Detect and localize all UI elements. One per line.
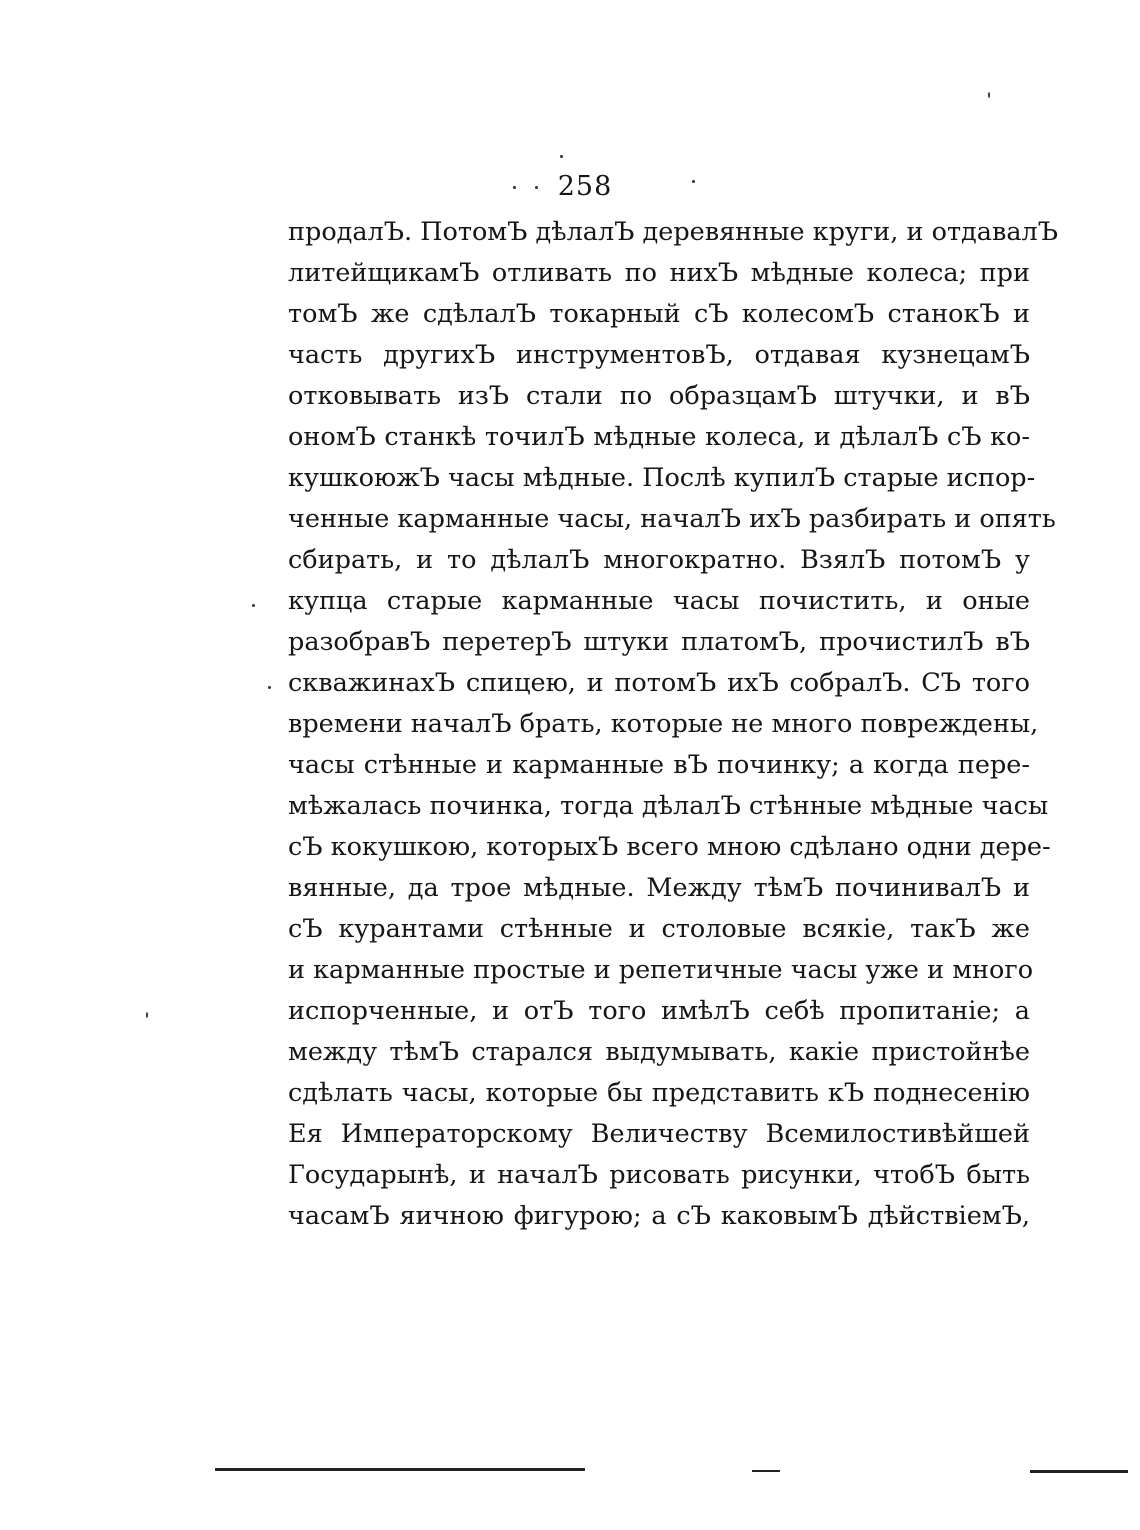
text-line-22: сдѣлать часы, которые бы представить кЪ поднесенію [288,1078,1030,1108]
bottom-rule-mid [752,1470,780,1472]
page-number: 258 [557,171,613,202]
text-line-3: томЪ же сдѣлалЪ токарный сЪ колесомЪ станокЪ и [288,299,1030,329]
text-line-9: сбирать, и то дѣлалЪ многократно. ВзялЪ потомЪ у [288,545,1030,575]
text-line-20: испорченные, и отЪ того имѣлЪ себѣ пропитаніе; а [288,996,1030,1026]
scan-speck [252,604,255,607]
scan-speck [146,1012,148,1018]
bottom-rule-left [215,1468,585,1471]
text-line-6: ономЪ станкѣ точилЪ мѣдные колеса, и дѣлалЪ сЪ ко- [288,422,1030,452]
text-line-25: часамЪ яичною фигурою; а сЪ каковымЪ дѣйствіемЪ, [288,1201,1030,1231]
text-line-15: мѣжалась починка, тогда дѣлалЪ стѣнные мѣдные часы [288,791,1049,821]
bottom-rule-right [1030,1470,1128,1473]
text-line-23: Ея Императорскому Величеству Всемилостивѣйшей [288,1119,1030,1149]
body-text [288,212,1058,1237]
text-line-8: ченные карманные часы, началЪ ихЪ разбирать и опять [288,504,1056,534]
scan-speck [535,186,538,189]
text-line-10: купца старые карманные часы почистить, и оные [288,586,1030,616]
text-line-5: отковывать изЪ стали по образцамЪ штучки, и вЪ [288,381,1030,411]
text-line-13: времени началЪ брать, которые не много повреждены, [288,709,1039,739]
scan-speck [513,186,516,189]
text-line-1: продалЪ. ПотомЪ дѣлалЪ деревянные круги, и отдавалЪ [288,217,1058,247]
text-line-14: часы стѣнные и карманные вЪ починку; а когда пере- [288,750,1030,780]
scan-speck [268,686,271,689]
text-line-2: литейщикамЪ отливать по нихЪ мѣдные колеса; при [288,258,1030,288]
text-line-21: между тѣмЪ старался выдумывать, какіе пристойнѣе [288,1037,1030,1067]
text-line-16: сЪ кокушкою, которыхЪ всего мною сдѣлано одни дере- [288,832,1051,862]
text-line-4: часть другихЪ инструментовЪ, отдавая кузнецамЪ [288,340,1030,370]
scan-speck [692,180,695,183]
scan-speck [560,155,563,158]
text-line-12: скважинахЪ спицею, и потомЪ ихЪ собралЪ. СЪ того [288,668,1030,698]
text-line-7: кушкоюжЪ часы мѣдные. Послѣ купилЪ старые испор- [288,463,1036,493]
text-line-24: Государынѣ, и началЪ рисовать рисунки, чтобЪ быть [288,1160,1030,1190]
text-line-18: сЪ курантами стѣнные и столовые всякіе, такЪ же [288,914,1030,944]
text-line-19: и карманные простые и репетичные часы уже и много [288,955,1034,985]
text-line-11: разобравЪ перетерЪ штуки платомЪ, прочистилЪ вЪ [288,627,1030,657]
text-line-17: вянные, да трое мѣдные. Между тѣмЪ починивалЪ и [288,873,1030,903]
scan-speck [988,92,990,98]
